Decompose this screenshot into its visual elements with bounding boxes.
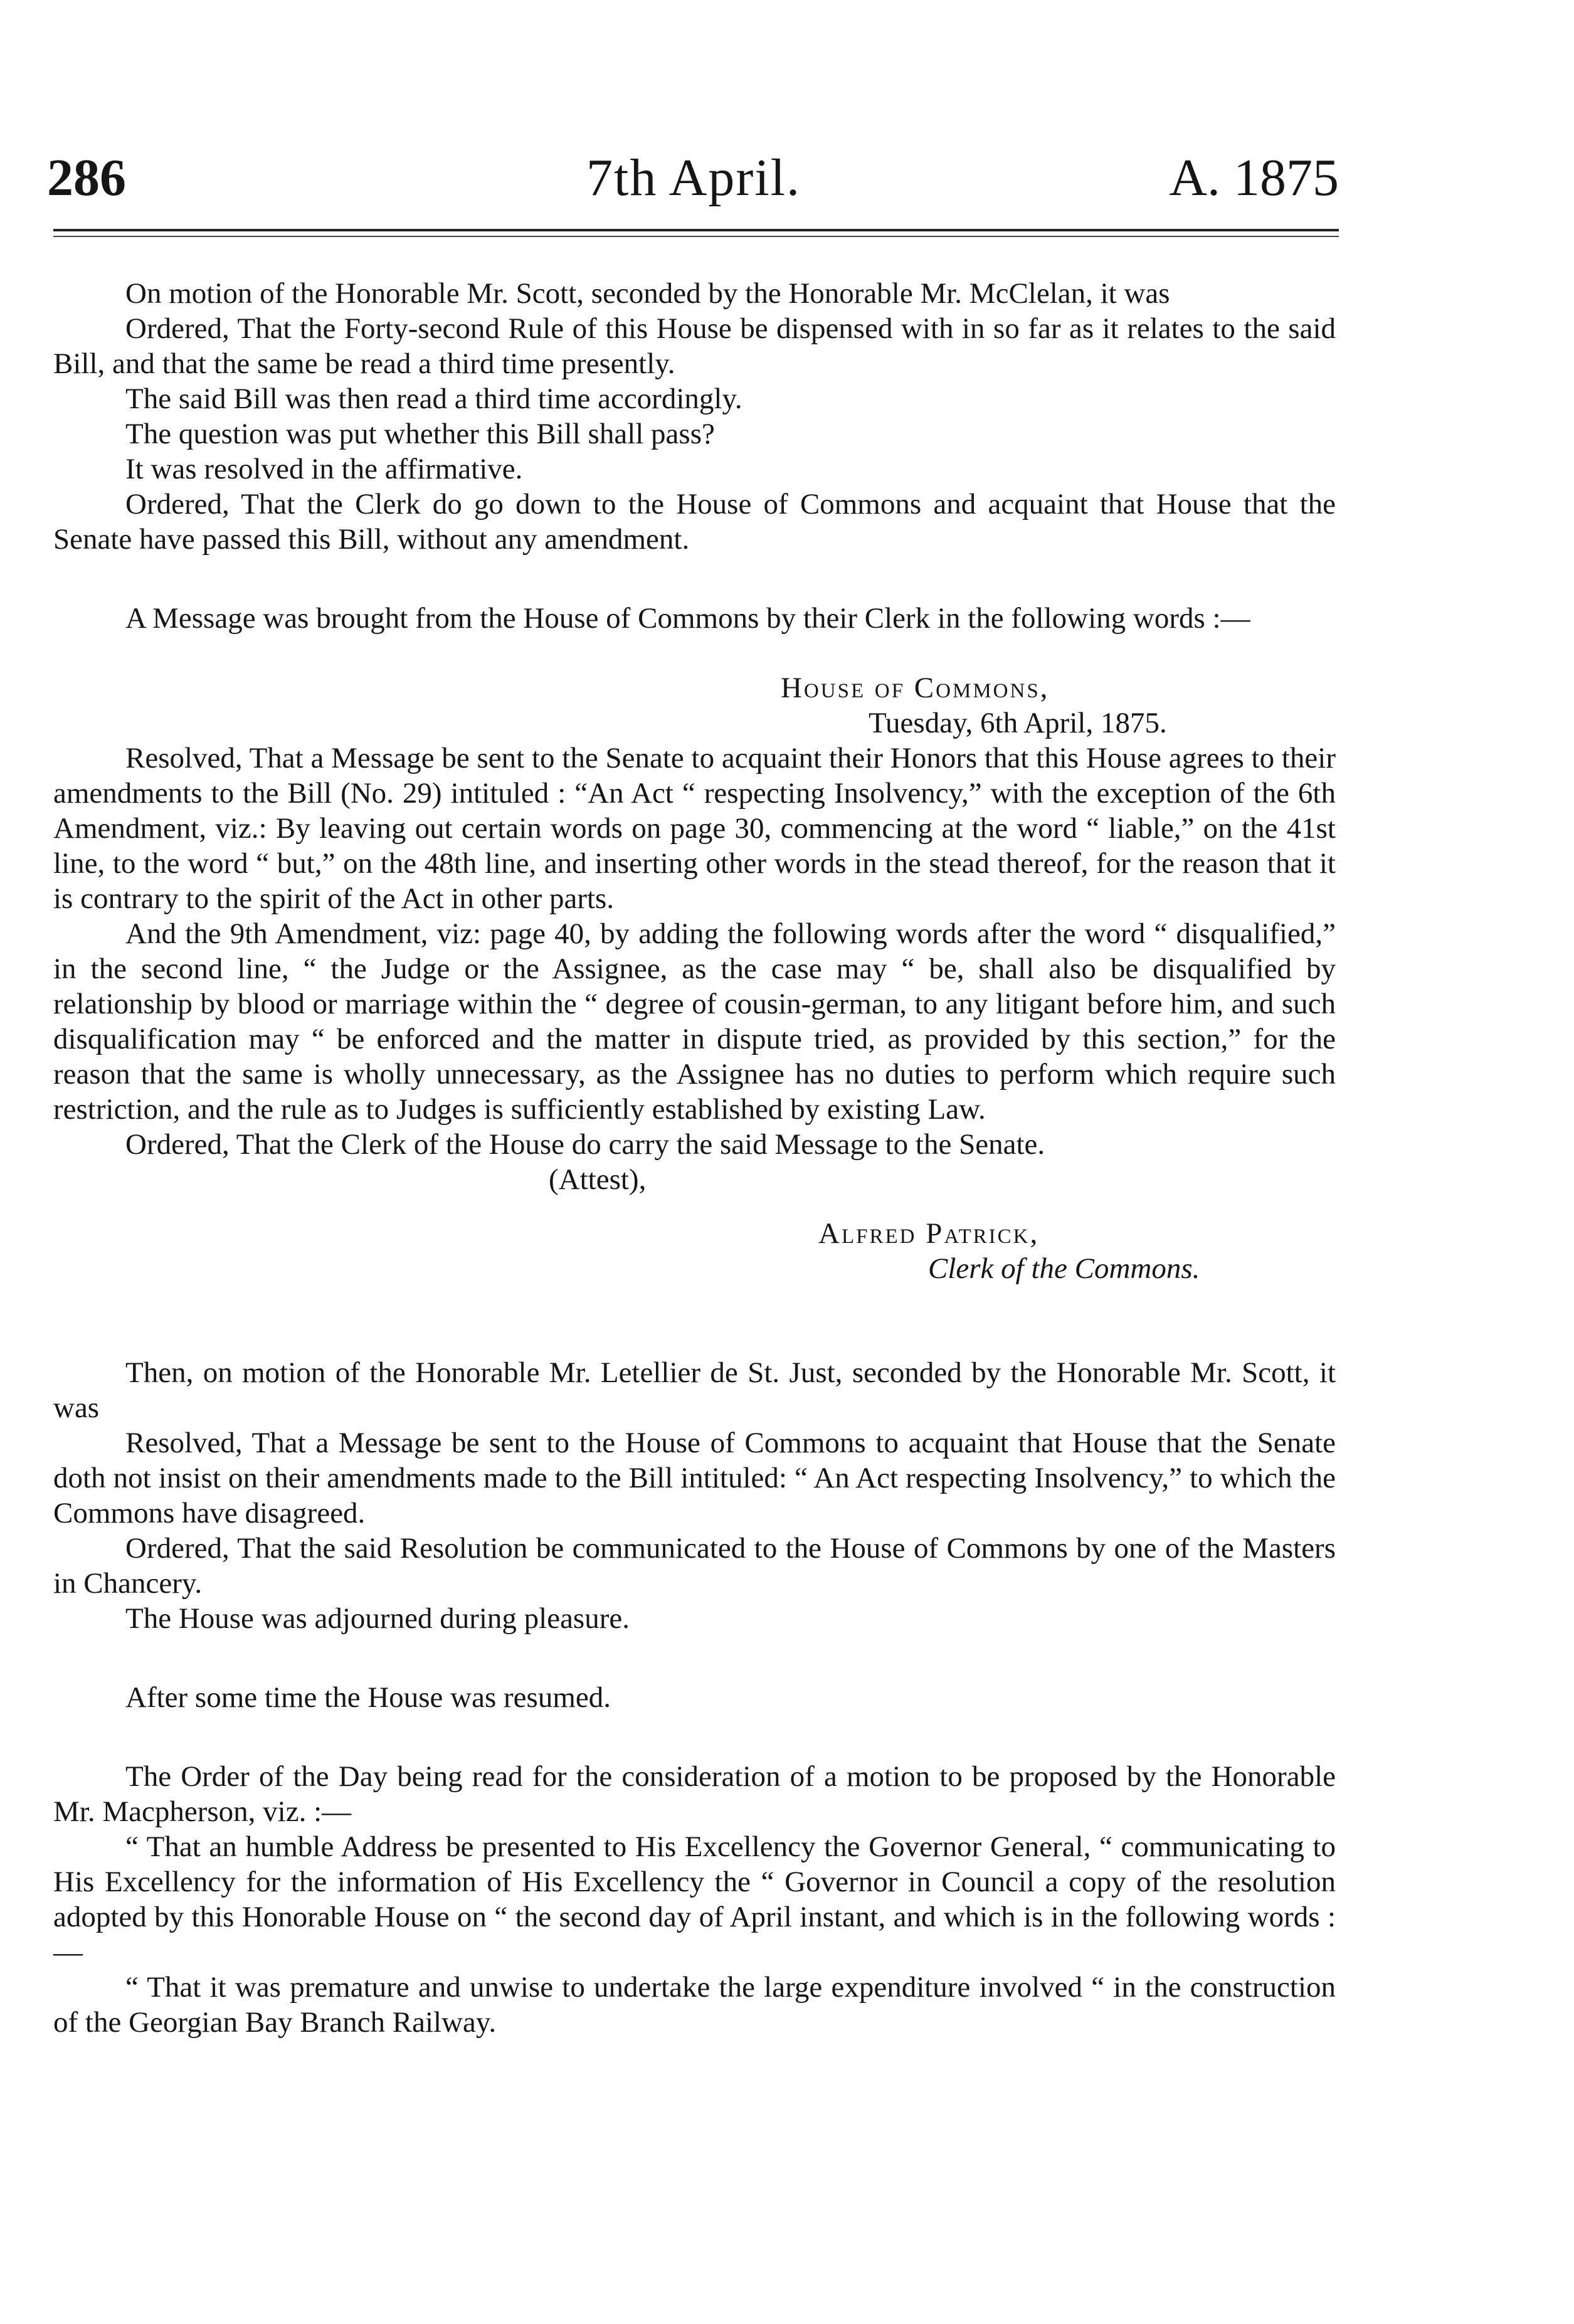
paragraph: Ordered, That the Forty-second Rule of this House be dispensed with in so far as it relates to the said Bill, and that the same be read a third time presently.	[53, 312, 1336, 380]
page-number: 286	[47, 149, 126, 207]
signature-title: Clerk of the Commons.	[928, 1252, 1200, 1285]
paragraph: The said Bill was then read a third time accordingly.	[125, 383, 742, 415]
paragraph: The question was put whether this Bill shall pass?	[125, 418, 715, 450]
paragraph: On motion of the Honorable Mr. Scott, seconded by the Honorable Mr. McClelan, it was	[125, 277, 1170, 310]
paragraph: After some time the House was resumed.	[125, 1681, 611, 1714]
message-date: Tuesday, 6th April, 1875.	[869, 707, 1167, 739]
paragraph: Resolved, That a Message be sent to the Senate to acquaint their Honors that this House agrees to their amendments to the Bill (No. 29) intituled : “An Act “ respecting Insolvency,” with the exception of the 6th Amendment, viz.: By leaving out certain words on page 30, commencing at the word “ liable,” on the 41st line, to the word “ but,” on the 48th line, and inserting other words in the stead thereof, for the reason that it is contrary to the spirit of the Act in other parts.	[53, 742, 1336, 915]
paragraph: Ordered, That the said Resolution be communicated to the House of Commons by one of the Masters in Chancery.	[53, 1532, 1336, 1600]
signature-name: Alfred Patrick,	[818, 1217, 1040, 1250]
quoted-paragraph: “ That an humble Address be presented to His Excellency the Governor General, “ communicating to His Excellency for the information of His Excellency the “ Governor in Council a copy of the resolution adopted by this Honorable House on “ the second day of April instant, and which is in the following words :—	[53, 1830, 1336, 1968]
page-body	[53, 276, 1336, 2040]
header-year: A. 1875	[1169, 149, 1339, 207]
header-rule-thin	[53, 236, 1339, 237]
paragraph: The Order of the Day being read for the consideration of a motion to be proposed by the Honorable Mr. Macpherson, viz. :—	[53, 1760, 1336, 1828]
header-date: 7th April.	[586, 149, 801, 207]
page-header	[47, 147, 1339, 216]
paragraph: And the 9th Amendment, viz: page 40, by adding the following words after the word “ disqualified,” in the second line, “ the Judge or the Assignee, as the case may “ be, shall also be disqualified by relationship by blood or marriage within the “ degree of cousin-german, to any litigant before him, and such disqualification may “ be enforced and the matter in dispute tried, as provided by this section,” for the reason that the same is wholly unnecessary, as the Assignee has no duties to perform which require such restriction, and the rule as to Judges is sufficiently established by existing Law.	[53, 917, 1336, 1126]
attest-line: (Attest),	[549, 1163, 647, 1196]
header-rule	[53, 229, 1339, 231]
paragraph: The House was adjourned during pleasure.	[125, 1602, 630, 1635]
paragraph: Then, on motion of the Honorable Mr. Letellier de St. Just, seconded by the Honorable Mr. Scott, it was	[53, 1356, 1336, 1424]
paragraph: Resolved, That a Message be sent to the House of Commons to acquaint that House that the Senate doth not insist on their amendments made to the Bill intituled: “ An Act respecting Insolvency,” to which the Commons have disagreed.	[53, 1427, 1336, 1529]
paragraph: It was resolved in the affirmative.	[125, 453, 523, 485]
paragraph: A Message was brought from the House of Commons by their Clerk in the following words :—	[125, 602, 1250, 635]
message-house-heading: House of Commons,	[781, 672, 1050, 704]
paragraph: Ordered, That the Clerk of the House do carry the said Message to the Senate.	[125, 1128, 1045, 1161]
paragraph: Ordered, That the Clerk do go down to the House of Commons and acquaint that House that the Senate have passed this Bill, without any amendment.	[53, 488, 1336, 556]
quoted-paragraph: “ That it was premature and unwise to undertake the large expenditure involved “ in the construction of the Georgian Bay Branch Railway.	[53, 1971, 1336, 2039]
